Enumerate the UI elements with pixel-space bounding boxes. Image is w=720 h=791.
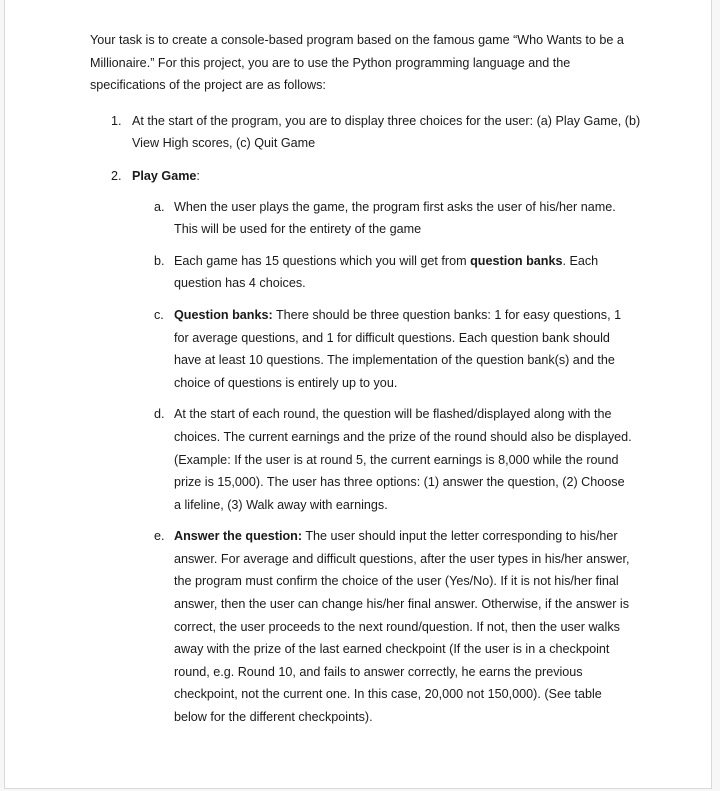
list-marker: d. — [154, 407, 165, 422]
sub-item-text: Each game has 15 questions which you will get from question banks. Each question has 4 choices. — [174, 253, 599, 291]
sub-item-b — [90, 250, 634, 295]
sub-item-c — [90, 304, 634, 394]
list-marker: 1. — [111, 113, 122, 128]
document-page — [4, 0, 712, 789]
bold-term: Answer the question: — [174, 529, 303, 544]
section-heading: Play Game: — [132, 168, 200, 183]
sub-item-a — [90, 196, 634, 241]
bold-term: question banks — [470, 253, 563, 268]
section-heading-title: Play Game — [132, 168, 197, 183]
sub-item-text: When the user plays the game, the program first asks the user of his/her name. This will be used for the entirety of the game — [174, 199, 616, 237]
sub-item-text: Answer the question: The user should input the letter corresponding to his/her answer. For average and difficult questions, after the user types in his/her answer, the program must confirm the choice of the user (Yes/No). If it is not his/her final answer, then the user can change his/her final answer. Otherwise, if the answer is correct, the user proceeds to the next round/question. If not, then the user walks away with the prize of the last earned checkpoint (If the user is in a checkpoint round, e.g. Round 10, and fails to answer correctly, he earns the previous checkpoint, not the current one. In this case, 20,000 not 150,000). (See table below for the different checkpoints). — [174, 529, 630, 725]
document-body — [90, 29, 650, 729]
list-item-2 — [90, 165, 650, 188]
sub-item-e — [90, 525, 634, 728]
list-marker: c. — [154, 307, 164, 322]
intro-paragraph: Your task is to create a console-based program based on the famous game “Who Wants to be a Millionaire.” For this project, you are to use the Python programming language and the specifications of the project are as follows: — [90, 33, 624, 93]
list-item-text: At the start of the program, you are to display three choices for the user: (a) Play Game, (b) View High scores, (c) Quit Game — [132, 113, 641, 151]
bold-term: Question banks: — [174, 307, 273, 322]
list-marker: a. — [154, 199, 165, 214]
list-marker: e. — [154, 529, 165, 544]
list-item-1 — [90, 110, 642, 155]
sub-item-text: Question banks: There should be three question banks: 1 for easy questions, 1 for average questions, and 1 for difficult questions. Each question bank should have at least 10 questions. The implementation of the question bank(s) and the choice of questions is entirely up to you. — [174, 307, 622, 390]
sub-item-text: At the start of each round, the question will be flashed/displayed along with the choices. The current earnings and the prize of the round should also be displayed. (Example: If the user is at round 5, the current earnings is 8,000 while the round prize is 15,000). The user has three options: (1) answer the question, (2) Choose a lifeline, (3) Walk away with earnings. — [174, 407, 632, 512]
list-marker: 2. — [111, 168, 122, 183]
sub-item-d — [90, 403, 634, 516]
list-marker: b. — [154, 253, 165, 268]
